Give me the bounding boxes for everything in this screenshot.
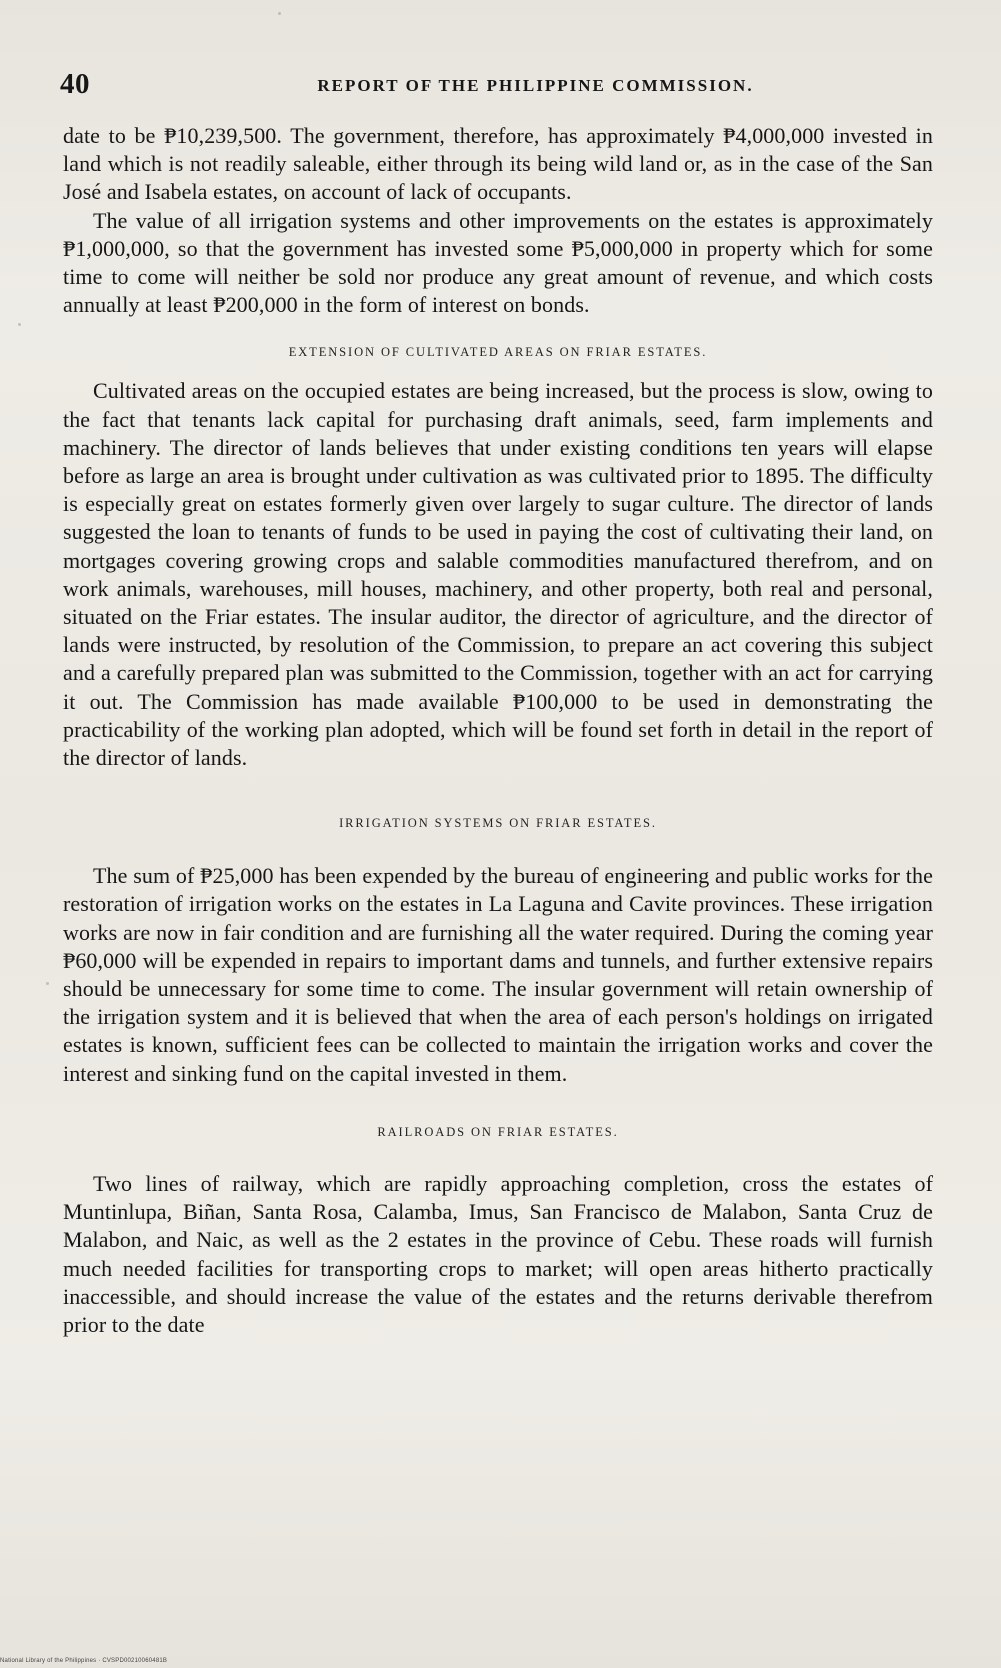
scan-speck [46, 982, 49, 985]
scan-footer-note: National Library of the Philippines · CVSPD00210060481B [0, 1658, 168, 1664]
page-header [60, 68, 941, 108]
page-number: 40 [60, 68, 90, 100]
paragraph-irrigation: The sum of ₱25,000 has been expended by the bureau of engineering and public works for the restoration of irrigation works on the estates in La Laguna and Cavite provinces. These irrigation works are now in fair condition and are furnishing all the water required. During the coming year ₱60,000 will be expended in repairs to important dams and tunnels, and further extensive repairs should be unnecessary for some time to come. The insular government will retain ownership of the irrigation system and it is believed that when the area of each person's holdings on irrigated estates is known, sufficient fees can be collected to maintain the irrigation works and cover the interest and sinking fund on the capital invested in them. [63, 863, 933, 1086]
paragraph-cultivated-areas: Cultivated areas on the occupied estates are being increased, but the process is slow, owing to the fact that tenants lack capital for purchasing draft animals, seed, farm implements and machinery. The director of lands believes that under existing conditions ten years will elapse before as large an area is brought under cultivation as was cultivated prior to 1895. The difficulty is especially great on estates formerly given over largely to sugar culture. The director of lands suggested the loan to tenants of funds to be used in paying the cost of cultivating their land, on mortgages covering growing crops and salable commodities manufactured therefrom, and on work animals, warehouses, mill houses, machinery, and other property, both real and personal, situated on the Friar estates. The insular auditor, the director of agriculture, and the director of lands were instructed, by resolution of the Commission, to prepare an act covering this subject and a carefully prepared plan was submitted to the Commission, together with an act for carrying it out. The Commission has made available ₱100,000 to be used in demonstrating the practicability of the working plan adopted, which will be found set forth in detail in the report of the director of lands. [63, 378, 933, 771]
section-heading-cultivated-areas: EXTENSION OF CULTIVATED AREAS ON FRIAR ESTATES. [288, 345, 708, 360]
paragraph-railroads: Two lines of railway, which are rapidly approaching completion, cross the estates of Muntinlupa, Biñan, Santa Rosa, Calamba, Imus, San Francisco de Malabon, Santa Cruz de Malabon, and Naic, as well as the 2 estates in the province of Cebu. These roads will furnish much needed facilities for transporting crops to market; will open areas hitherto practically inaccessible, and should increase the value of the estates and the returns derivable therefrom prior to the date [63, 1170, 933, 1337]
page-body [63, 122, 933, 1339]
scan-speck [18, 323, 21, 326]
section-heading-irrigation: IRRIGATION SYSTEMS ON FRIAR ESTATES. [339, 816, 657, 831]
running-head: REPORT OF THE PHILIPPINE COMMISSION. [317, 76, 754, 95]
scan-speck [278, 12, 281, 15]
section-heading-railroads: RAILROADS ON FRIAR ESTATES. [377, 1124, 619, 1139]
paragraph-land-value: date to be ₱10,239,500. The government, therefore, has approximately ₱4,000,000 invested in land which is not readily saleable, either through its being wild land or, as in the case of the San José and Isabela estates, on account of lack of occupants. [63, 123, 933, 205]
paragraph-improvements-value: The value of all irrigation systems and other improvements on the estates is approximately ₱1,000,000, so that the government has invested some ₱5,000,000 in property which for some time to come will neither be sold nor produce any great amount of revenue, and which costs annually at least ₱200,000 in the form of interest on bonds. [63, 207, 933, 318]
